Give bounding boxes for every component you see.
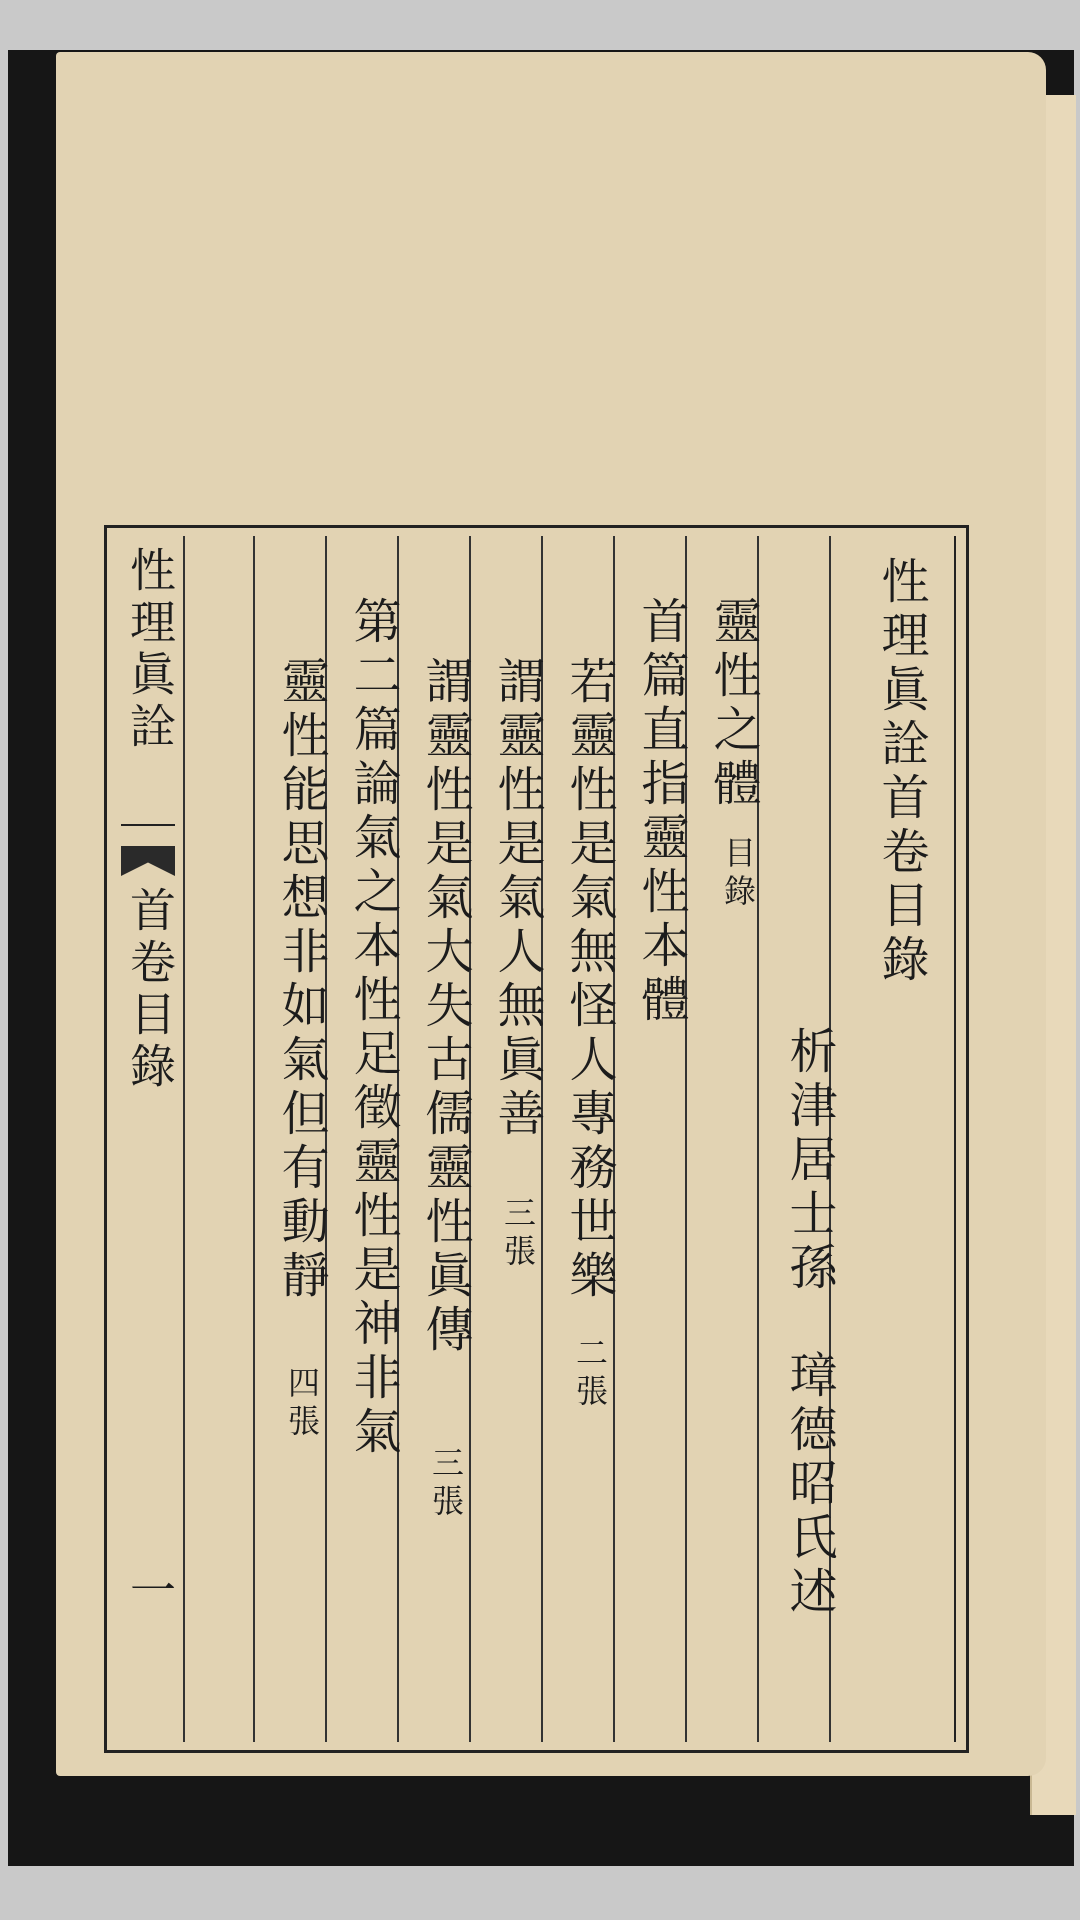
entry-5-note: 三張 bbox=[427, 1446, 465, 1522]
entry-4-text: 謂靈性是氣人無眞善 bbox=[489, 656, 545, 1142]
margin-section: 首卷目錄 bbox=[123, 886, 177, 1094]
entry-6-text: 第二篇論氣之本性足徵靈性是神非氣 bbox=[345, 596, 401, 1460]
folio-number: 一 bbox=[123, 1566, 177, 1618]
entry-7-note: 四張 bbox=[283, 1366, 321, 1442]
entry-3-text: 若靈性是氣無怪人專務世樂 bbox=[561, 656, 617, 1304]
entry-5-text: 謂靈性是氣大失古儒靈性眞傳 bbox=[417, 656, 473, 1358]
entry-4-note: 三張 bbox=[499, 1196, 537, 1272]
fish-tail-mark bbox=[121, 846, 175, 876]
entry-1-text: 靈性之體 bbox=[705, 596, 761, 812]
author-line: 析津居士孫 璋德昭氏述 bbox=[781, 1026, 837, 1620]
margin-title: 性理眞詮 bbox=[123, 546, 177, 754]
entry-1-note: 目錄 bbox=[719, 836, 757, 912]
text-frame bbox=[104, 525, 969, 1753]
page-title: 性理眞詮首卷目錄 bbox=[873, 556, 929, 988]
frame-inner bbox=[107, 536, 956, 1742]
entry-3-note: 二張 bbox=[571, 1336, 609, 1412]
fish-tail-line bbox=[121, 824, 175, 826]
column-rule bbox=[253, 536, 255, 1742]
entry-2-text: 首篇直指靈性本體 bbox=[633, 596, 689, 1028]
center-margin bbox=[107, 536, 183, 1742]
column-rule bbox=[183, 536, 185, 1742]
entry-7-text: 靈性能思想非如氣但有動靜 bbox=[273, 656, 329, 1304]
book-page bbox=[56, 52, 1046, 1776]
